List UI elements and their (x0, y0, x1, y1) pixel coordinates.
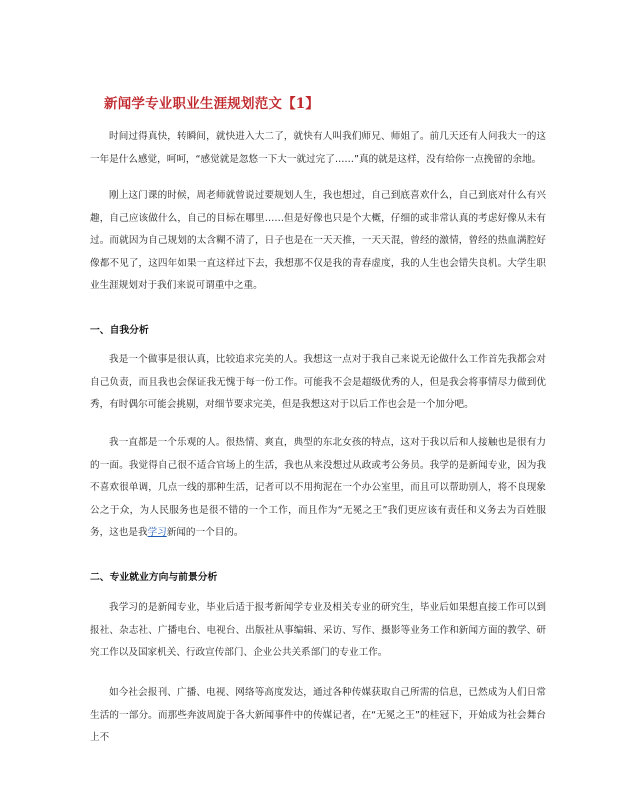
paragraph-text-after-link: 新闻的一个目的。 (166, 527, 244, 539)
document-title: 新闻学专业职业生涯规划范文【1】 (104, 96, 320, 112)
intro-paragraph-2: 刚上这门课的时候，周老师就曾说过要规划人生，我也想过，自己到底喜欢什么，自己到底对什么有兴趣，自己应该做什么，自己的目标在哪里……但是好像也只是个大概，仔细的或非常认真的考虑好像从未有过。而就因为自己规划的太含糊不清了，日子也是在一天天推，一天天混，曾经的激情，曾经的热血满腔好像都不见了，这四年如果一直这样过下去，我想那不仅是我的青春虚度，我的人生也会错失良机。大学生职业生涯规划对于我们来说可谓重中之重。 (90, 190, 546, 292)
career-direction-paragraph-1: 我学习的是新闻专业，毕业后适于报考新闻学专业及相关专业的研究生，毕业后如果想直接工作可以到报社、杂志社、广播电台、电视台、出版社从事编辑、采访、写作、摄影等业务工作和新闻方面的教学、研究工作以及国家机关、行政宣传部门、企业公共关系部门的专业工作。 (90, 602, 546, 659)
section-heading-career-direction: 二、专业就业方向与前景分析 (90, 572, 218, 583)
intro-paragraph-1: 时间过得真快，转瞬间，就快进入大二了，就快有人叫我们师兄、师姐了。前几天还有人问我大一的这一年是什么感觉，呵呵，“感觉就是忽悠一下大一就过完了……”真的就是这样，没有给你一点挽留的余地。 (90, 131, 546, 165)
study-link[interactable]: 学习 (147, 527, 167, 539)
paragraph-text-before-link: 我一直都是一个乐观的人。很热情、爽直，典型的东北女孩的特点，这对于我以后和人接触也是很有力的一面。我觉得自己很不适合官场上的生活，我也从来没想过从政或考公务员。我学的是新闻专业，因为我不喜欢很单调，几点一线的那种生活，记者可以不用拘泥在一个办公室里，而且可以帮助别人，将不良现象公之于众，为人民服务也是很不错的一个工作，而且作为“无冕之王”我们更应该有责任和义务去为百姓服务，这也是我 (90, 437, 546, 539)
section-heading-self-analysis: 一、自我分析 (90, 325, 149, 336)
self-analysis-paragraph-2 (90, 432, 546, 545)
self-analysis-paragraph-1: 我是一个做事是很认真，比较追求完美的人。我想这一点对于我自己来说无论做什么工作首先我都会对自己负责，而且我也会保证我无愧于每一份工作。可能我不会是超级优秀的人，但是我会将事情尽力做到优秀，有时偶尔可能会挑剔，对细节要求完美，但是我想这对于以后工作也会是一个加分吧。 (90, 354, 546, 411)
career-direction-paragraph-2: 如今社会报刊、广播、电视、网络等高度发达，通过各种传媒获取自己所需的信息，已然成为人们日常生活的一部分。而那些奔波周旋于各大新闻事件中的传媒记者，在“无冕之王”的桂冠下，开始成为社会舞台上不 (90, 687, 546, 744)
